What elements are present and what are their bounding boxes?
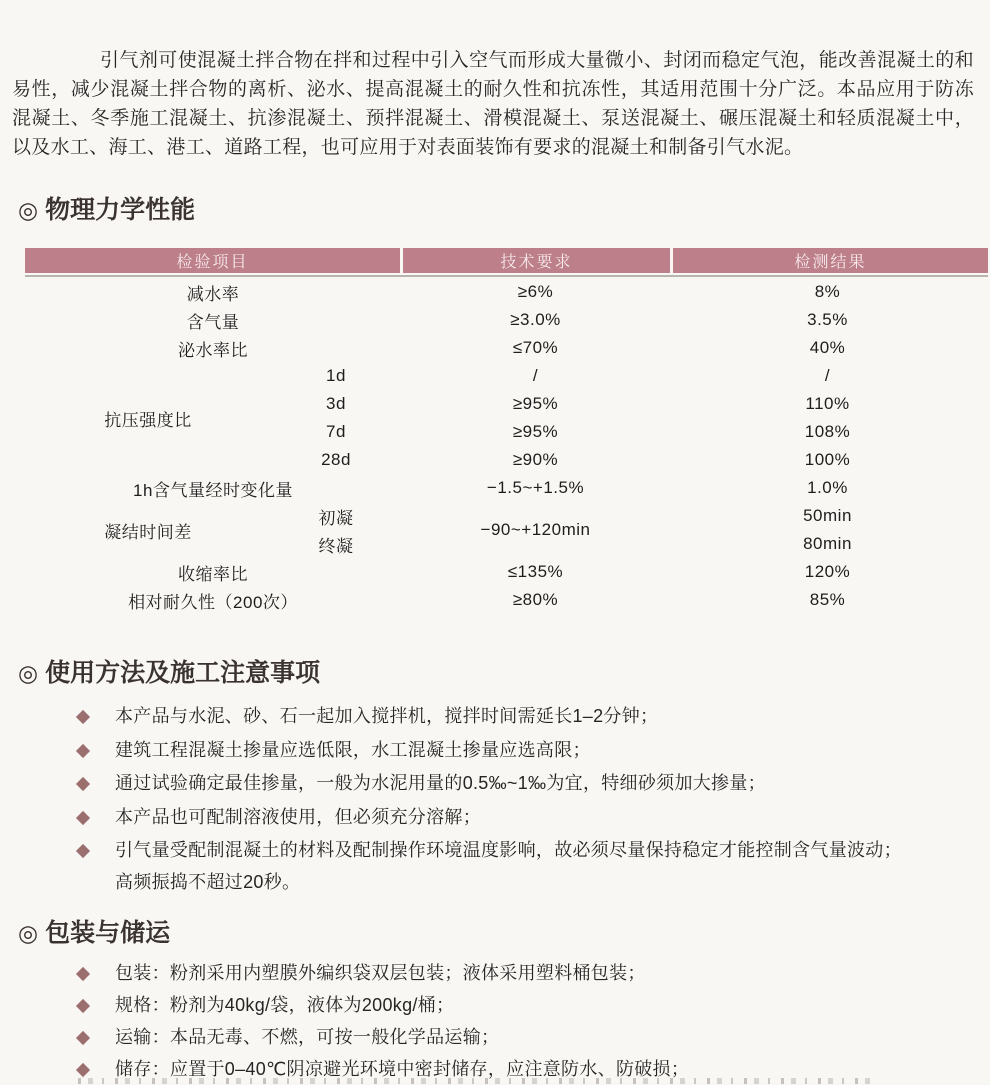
bullet-text-line-1: 引气量受配制混凝土的材料及配制操作环境温度影响，故必须尽量保持稳定才能控制含气量波动； <box>115 840 902 860</box>
row-item-label-compressive-strength: 抗压强度比 <box>104 410 192 430</box>
row-requirement: ≥80% <box>512 590 559 609</box>
row-result: 108% <box>804 422 851 441</box>
section-title-physical-properties <box>0 195 990 225</box>
intro-paragraph: 引气剂可使混凝土拌合物在拌和过程中引入空气而形成大量微小、封闭而稳定气泡，能改善混凝土的和易性，减少混凝土拌合物的离析、泌水、提高混凝土的耐久性和抗冻性，其适用范围十分广泛。本品应用于防冻混凝土、冬季施工混凝土、抗渗混凝土、预拌混凝土、滑模混凝土、泵送混凝土、碾压混凝土和轻质混凝土中，以及水工、海工、港工、道路工程，也可应用于对表面装饰有要求的混凝土和制备引气水泥。 <box>12 50 974 158</box>
diamond-bullet-icon <box>76 777 90 791</box>
row-result: / <box>824 366 831 385</box>
bullet-text: 包装：粉剂采用内塑膜外编织袋双层包装；液体采用塑料桶包装； <box>115 963 646 983</box>
row-sub-label: 3d <box>326 394 346 413</box>
bullet-text <box>115 834 902 898</box>
row-requirement: ≤70% <box>512 338 559 357</box>
row-item-label: 泌水率比 <box>178 340 248 360</box>
section-marker-icon: ◎ <box>18 197 39 223</box>
list-item <box>78 801 990 835</box>
row-result: 40% <box>809 338 846 357</box>
row-requirement: −1.5~+1.5% <box>486 478 585 497</box>
bullet-text: 规格：粉剂为40kg/袋，液体为200kg/桶； <box>115 995 455 1015</box>
bullet-text: 建筑工程混凝土掺量应选低限，水工混凝土掺量应选高限； <box>115 739 591 760</box>
row-result: 50min <box>803 506 852 525</box>
row-requirement: ≥3.0% <box>510 310 561 329</box>
list-item <box>78 834 990 898</box>
row-item-label: 收缩率比 <box>178 564 248 584</box>
row-result: 85% <box>809 590 846 609</box>
packaging-bullet-list <box>0 957 990 1085</box>
diamond-bullet-icon <box>76 1031 90 1045</box>
section-title-text: 使用方法及施工注意事项 <box>45 659 321 687</box>
table-header-divider <box>25 275 988 277</box>
row-sub-label: 初凝 <box>318 508 354 528</box>
properties-table <box>25 248 988 614</box>
row-result: 120% <box>804 562 851 581</box>
datasheet-page <box>0 19 990 1084</box>
diamond-bullet-icon <box>76 999 90 1013</box>
table-header-item: 检验项目 <box>25 248 400 273</box>
section-title-text: 物理力学性能 <box>45 196 196 224</box>
diamond-bullet-icon <box>76 1063 90 1077</box>
bullet-text: 运输：本品无毒、不燃，可按一般化学品运输； <box>115 1027 500 1047</box>
row-requirement: ≤135% <box>507 562 564 581</box>
row-result: 100% <box>804 450 851 469</box>
row-requirement: ≥95% <box>512 394 559 413</box>
table-body <box>25 278 988 614</box>
diamond-bullet-icon <box>76 810 90 824</box>
bullet-text: 本产品也可配制溶液使用，但必须充分溶解； <box>115 806 481 827</box>
row-result: 110% <box>805 394 850 413</box>
row-result: 3.5% <box>807 310 848 329</box>
bullet-text-line-2: 高频振捣不超过20秒。 <box>115 872 301 892</box>
row-requirement: ≥6% <box>517 282 554 301</box>
section-title-usage-notes <box>0 658 990 688</box>
table-header-result: 检测结果 <box>673 248 988 273</box>
section-title-packaging-storage <box>0 918 990 948</box>
diamond-bullet-icon <box>76 710 90 724</box>
row-requirement: ≥95% <box>512 422 559 441</box>
bullet-text: 本产品与水泥、砂、石一起加入搅拌机，搅拌时间需延长1–2分钟； <box>115 706 659 726</box>
table-header-row <box>25 248 988 273</box>
usage-bullet-list <box>0 700 990 898</box>
row-item-label: 1h含气量经时变化量 <box>133 480 293 500</box>
list-item <box>78 989 990 1021</box>
list-item <box>78 700 990 734</box>
list-item <box>78 767 990 801</box>
diamond-bullet-icon <box>76 844 90 858</box>
row-item-label: 相对耐久性（200次） <box>128 592 298 612</box>
section-marker-icon: ◎ <box>18 660 39 686</box>
row-result: 80min <box>803 534 852 553</box>
diamond-bullet-icon <box>76 967 90 981</box>
row-requirement: / <box>532 366 539 385</box>
row-sub-label: 终凝 <box>318 536 354 556</box>
diamond-bullet-icon <box>76 743 90 757</box>
list-item <box>78 1021 990 1053</box>
row-result: 8% <box>814 282 841 301</box>
row-sub-label: 28d <box>321 450 351 469</box>
row-sub-label: 7d <box>326 422 346 441</box>
list-item <box>78 957 990 989</box>
row-result: 1.0% <box>807 478 848 497</box>
row-requirement: −90~+120min <box>480 520 591 539</box>
list-item <box>78 734 990 768</box>
cropped-bottom-line <box>78 1078 878 1084</box>
row-item-label-setting-time: 凝结时间差 <box>104 522 192 542</box>
section-marker-icon: ◎ <box>18 920 39 946</box>
row-item-label: 减水率 <box>186 284 240 304</box>
row-item-label: 含气量 <box>186 312 240 332</box>
row-sub-label: 1d <box>326 366 346 385</box>
bullet-text: 储存：应置于0–40℃阴凉避光环境中密封储存，应注意防水、防破损； <box>115 1059 690 1079</box>
row-requirement: ≥90% <box>512 450 559 469</box>
bullet-text: 通过试验确定最佳掺量，一般为水泥用量的0.5‰~1‰为宜，特细砂须加大掺量； <box>115 773 766 793</box>
section-title-text: 包装与储运 <box>45 919 171 947</box>
table-header-requirement: 技术要求 <box>403 248 670 273</box>
